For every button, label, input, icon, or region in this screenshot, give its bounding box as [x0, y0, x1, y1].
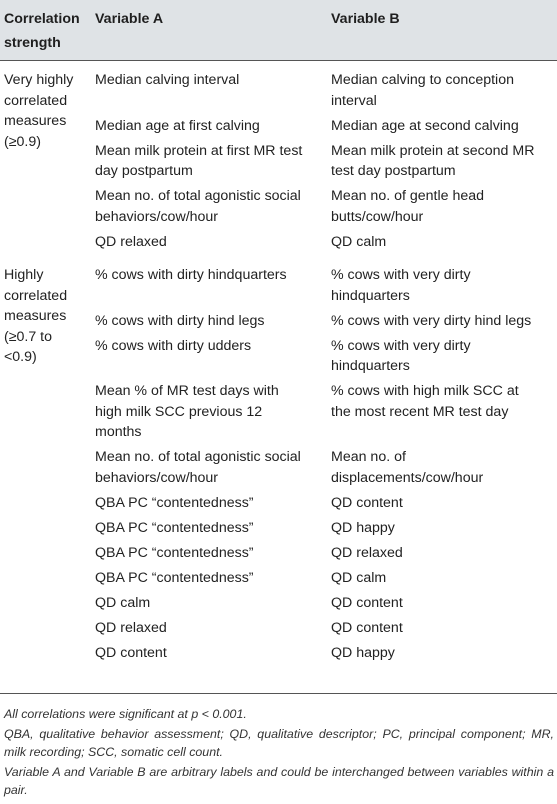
- variable-b-cell: QD content: [331, 619, 403, 636]
- variable-a-cell: Mean no. of total agonistic social: [95, 449, 301, 465]
- group-label: measures: [4, 308, 67, 324]
- variable-b-cell: Mean milk protein at second MR: [331, 142, 535, 159]
- variable-b-cell: test day postpartum: [331, 163, 456, 179]
- variable-a-cell: QBA PC “contentedness”: [95, 519, 254, 536]
- variable-a-cell: % cows with dirty hindquarters: [95, 267, 287, 283]
- variable-a-cell: months: [95, 424, 142, 440]
- group-label: Highly: [4, 267, 44, 283]
- variable-a-cell: QBA PC “contentedness”: [95, 544, 254, 561]
- variable-a-cell: QD content: [95, 644, 167, 661]
- variable-a-cell: Mean no. of total agonistic social: [95, 188, 301, 204]
- variable-b-cell: butts/cow/hour: [331, 208, 424, 225]
- group-label: (≥0.9): [4, 133, 41, 150]
- footnote-abbreviations: QBA, qualitative behavior assessment; QD, qualitative descriptor; PC, principal component; MR, milk recording; SCC, somatic cell count.: [4, 727, 554, 759]
- variable-b-cell: QD relaxed: [331, 544, 403, 561]
- variable-a-cell: QBA PC “contentedness”: [95, 569, 254, 586]
- variable-a-cell: Median age at first calving: [95, 117, 260, 134]
- variable-a-cell: day postpartum: [95, 163, 193, 179]
- variable-a-cell: high milk SCC previous 12: [95, 403, 263, 420]
- variable-b-cell: Mean no. of gentle head: [331, 188, 485, 204]
- group-label: <0.9): [4, 349, 37, 365]
- variable-b-cell: % cows with very dirty hind legs: [331, 312, 532, 329]
- variable-a-cell: Mean milk protein at first MR test: [95, 142, 303, 159]
- group-label: correlated: [4, 287, 68, 304]
- header-strength-line2: strength: [4, 35, 61, 51]
- variable-a-cell: Mean % of MR test days with: [95, 383, 279, 399]
- variable-b-cell: QD content: [331, 594, 403, 611]
- table-header-band: [0, 0, 557, 60]
- variable-b-cell: % cows with very dirty: [331, 337, 471, 354]
- variable-a-cell: behaviors/cow/hour: [95, 208, 219, 225]
- variable-b-cell: displacements/cow/hour: [331, 469, 484, 486]
- variable-b-cell: % cows with high milk SCC at: [331, 383, 519, 399]
- variable-b-cell: Median age at second calving: [331, 117, 519, 134]
- variable-b-cell: QD content: [331, 494, 403, 511]
- variable-b-cell: Median calving to conception: [331, 72, 514, 88]
- variable-a-cell: QD relaxed: [95, 233, 167, 250]
- group-label: Very highly: [4, 72, 74, 88]
- group-label: (≥0.7 to: [4, 328, 53, 345]
- header-variable-b: Variable B: [331, 11, 400, 27]
- group-label: measures: [4, 113, 67, 129]
- variable-b-cell: hindquarters: [331, 287, 410, 304]
- variable-b-cell: % cows with very dirty: [331, 267, 471, 283]
- footnote-significance: All correlations were significant at p < 0.001.: [4, 707, 247, 721]
- variable-b-cell: QD calm: [331, 569, 387, 586]
- header-divider: [0, 60, 557, 61]
- variable-a-cell: QD relaxed: [95, 619, 167, 636]
- variable-b-cell: QD calm: [331, 233, 387, 250]
- variable-b-cell: QD happy: [331, 519, 395, 536]
- variable-b-cell: interval: [331, 92, 377, 109]
- header-variable-a: Variable A: [95, 11, 164, 27]
- variable-b-cell: QD happy: [331, 644, 395, 661]
- variable-b-cell: the most recent MR test day: [331, 403, 509, 420]
- variable-a-cell: behaviors/cow/hour: [95, 469, 219, 486]
- variable-a-cell: QBA PC “contentedness”: [95, 494, 254, 511]
- table-bottom-divider: [0, 693, 557, 694]
- variable-b-cell: Mean no. of: [331, 449, 406, 465]
- variable-a-cell: % cows with dirty hind legs: [95, 312, 265, 329]
- group-label: correlated: [4, 92, 68, 109]
- variable-a-cell: Median calving interval: [95, 72, 240, 88]
- variable-b-cell: hindquarters: [331, 358, 410, 374]
- variable-a-cell: % cows with dirty udders: [95, 337, 252, 354]
- header-strength-line1: Correlation: [4, 11, 80, 27]
- footnote-labels: Variable A and Variable B are arbitrary labels and could be interchanged between variables within a pair.: [4, 765, 554, 797]
- variable-a-cell: QD calm: [95, 594, 151, 611]
